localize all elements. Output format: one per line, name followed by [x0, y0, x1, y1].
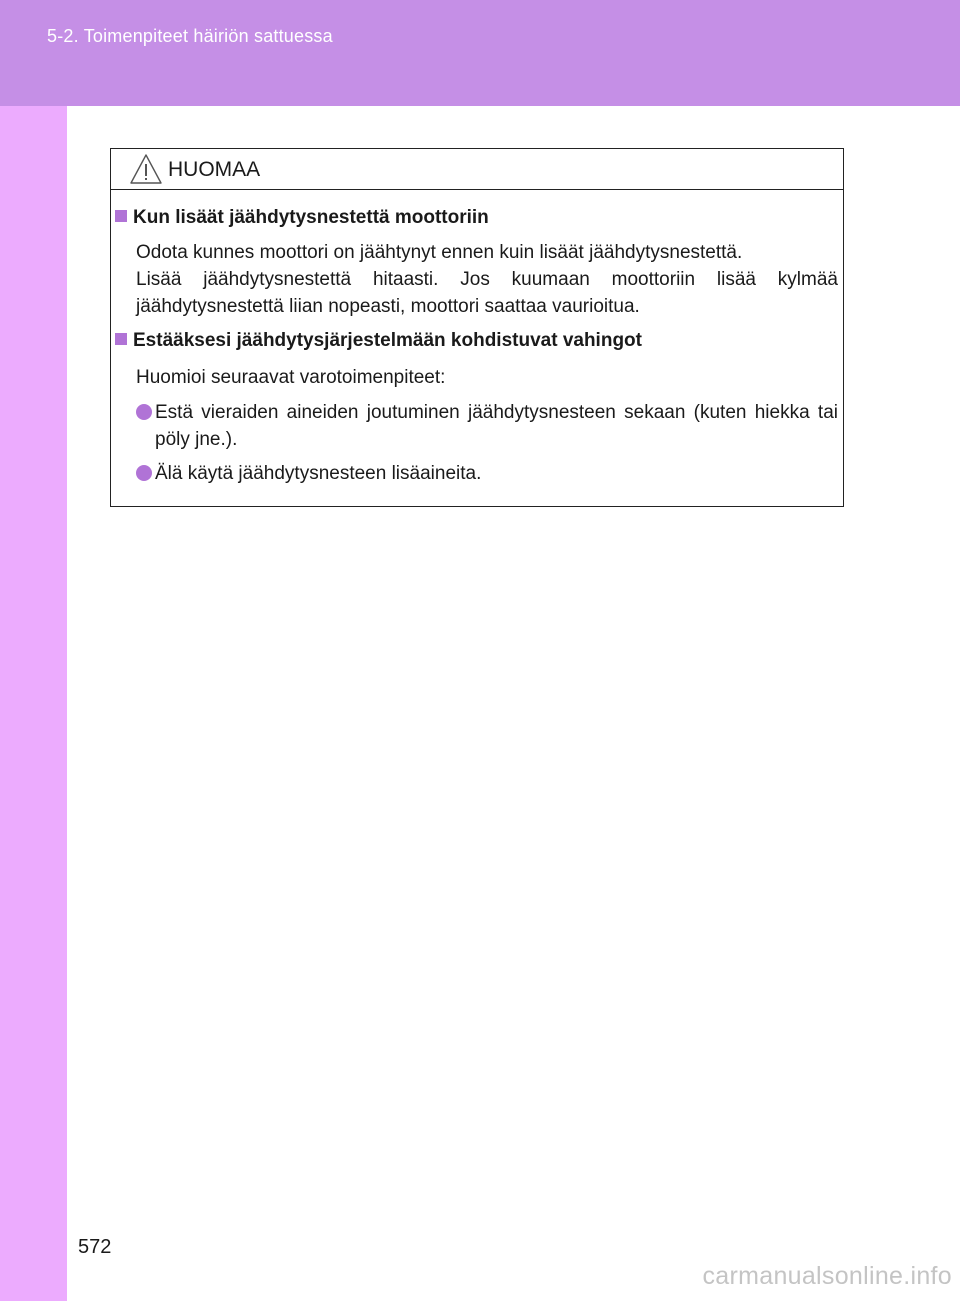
section-title: 5-2. Toimenpiteet häiriön sattuessa: [47, 26, 333, 46]
header-bar: [0, 0, 960, 106]
paragraph: Odota kunnes moottori on jäähtynyt ennen kuin lisäät jäähdytysnestettä.: [136, 242, 743, 263]
side-tab-bar: [0, 106, 67, 1301]
round-bullet-icon: [136, 404, 152, 420]
paragraph: Lisää jäähdytysnestettä hitaasti. Jos kuumaan moottoriin lisää kylmää jäähdytysnestettä liian nopeasti, moottori saattaa vaurioitua.: [136, 269, 838, 317]
round-bullet-icon: [136, 465, 152, 481]
notice-title: HUOMAA: [168, 158, 261, 181]
section-heading: Kun lisäät jäähdytysnestettä moottoriin: [115, 207, 489, 229]
square-bullet-icon: [115, 333, 127, 345]
paragraph: Huomioi seuraavat varotoimenpiteet:: [136, 367, 446, 388]
warning-triangle-icon: [129, 153, 163, 185]
list-item: Älä käytä jäähdytysnesteen lisäaineita.: [136, 460, 838, 487]
watermark: carmanualsonline.info: [702, 1262, 952, 1290]
page-number: 572: [78, 1236, 112, 1258]
section-heading: Estääksesi jäähdytysjärjestelmään kohdistuvat vahingot: [115, 330, 642, 352]
list-item: Estä vieraiden aineiden joutuminen jäähdytysnesteen sekaan (kuten hiekka tai pöly jne.).: [136, 399, 838, 453]
notice-header: [111, 149, 843, 190]
square-bullet-icon: [115, 210, 127, 222]
notice-box: [110, 148, 844, 507]
